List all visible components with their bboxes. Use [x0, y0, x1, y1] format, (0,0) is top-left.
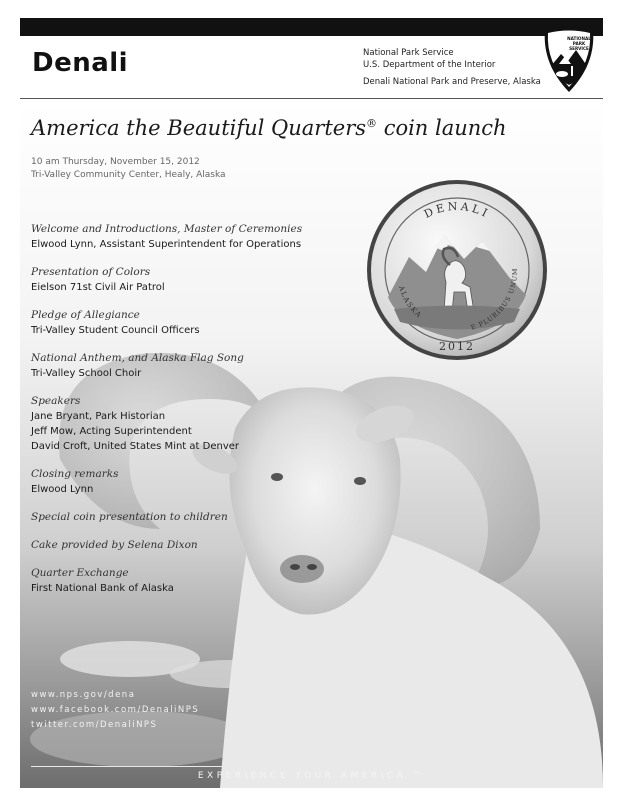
program-item-person: Tri-Valley School Choir [31, 368, 142, 379]
program-item-person: Eielson 71st Civil Air Patrol [31, 282, 165, 293]
department-name: U.S. Department of the Interior [363, 59, 496, 70]
coin-left-text: ALASKA [396, 284, 424, 321]
program-item-title: Closing remarks [31, 468, 119, 480]
facebook-link[interactable]: www.facebook.com/DenaliNPS [31, 705, 200, 715]
coin-right-text: E PLURIBUS UNUM [469, 267, 520, 332]
header [20, 36, 603, 98]
program-item [31, 538, 361, 553]
program-item-person: First National Bank of Alaska [31, 583, 174, 594]
event-title-main: America the Beautiful Quarters [31, 116, 367, 140]
event-title-suffix: coin launch [377, 116, 507, 140]
event-details [31, 156, 226, 182]
event-date-time: 10 am Thursday, November 15, 2012 [31, 157, 200, 167]
program-list [31, 222, 361, 609]
header-black-bar [20, 18, 603, 36]
program-item [31, 510, 361, 525]
program-item-person: Jeff Mow, Acting Superintendent [31, 426, 192, 437]
event-title [31, 116, 507, 140]
program-item-title: Cake provided by Selena Dixon [31, 539, 198, 551]
program-item-person: David Croft, United States Mint at Denver [31, 441, 240, 452]
program-item-title: Welcome and Introductions, Master of Ceremonies [31, 223, 303, 235]
coin-year: 2012 [439, 340, 475, 353]
program-item-title: Pledge of Allegiance [31, 309, 140, 321]
nps-arrowhead-logo [541, 24, 597, 94]
program-item-title: Presentation of Colors [31, 266, 151, 278]
program-item-title: Quarter Exchange [31, 567, 129, 579]
website-link[interactable]: www.nps.gov/dena [31, 690, 136, 700]
program-item [31, 467, 361, 497]
footer-rule [31, 766, 594, 767]
footer-tagline: EXPERIENCE YOUR AMERICA ™ [197, 771, 426, 781]
program-item [31, 308, 361, 338]
agency-name: National Park Service [363, 48, 454, 58]
program-item-person: Elwood Lynn [31, 484, 94, 495]
program-item-title: Speakers [31, 395, 81, 407]
program-item-title: Special coin presentation to children [31, 511, 228, 523]
links-block [31, 688, 199, 733]
program-item-person: Elwood Lynn, Assistant Superintendent for Operations [31, 239, 302, 250]
program-item [31, 394, 361, 454]
coin-top-text: DENALI [422, 199, 493, 221]
program-item [31, 566, 361, 596]
program-item [31, 265, 361, 295]
badge-line: NATIONAL [567, 36, 591, 41]
park-full-name: Denali National Park and Preserve, Alaska [363, 77, 541, 87]
program-item-person: Tri-Valley Student Council Officers [31, 325, 200, 336]
event-location: Tri-Valley Community Center, Healy, Alaska [31, 170, 226, 180]
badge-line: PARK [572, 41, 586, 46]
program-item [31, 222, 361, 252]
twitter-link[interactable]: twitter.com/DenaliNPS [31, 720, 158, 730]
denali-quarter-coin [364, 177, 550, 363]
agency-block [363, 48, 541, 89]
registered-mark: ® [366, 117, 378, 130]
park-name: Denali [32, 48, 129, 78]
program-item-title: National Anthem, and Alaska Flag Song [31, 352, 244, 364]
program-item-person: Jane Bryant, Park Historian [31, 411, 166, 422]
program-item [31, 351, 361, 381]
badge-line: SERVICE [569, 46, 589, 51]
